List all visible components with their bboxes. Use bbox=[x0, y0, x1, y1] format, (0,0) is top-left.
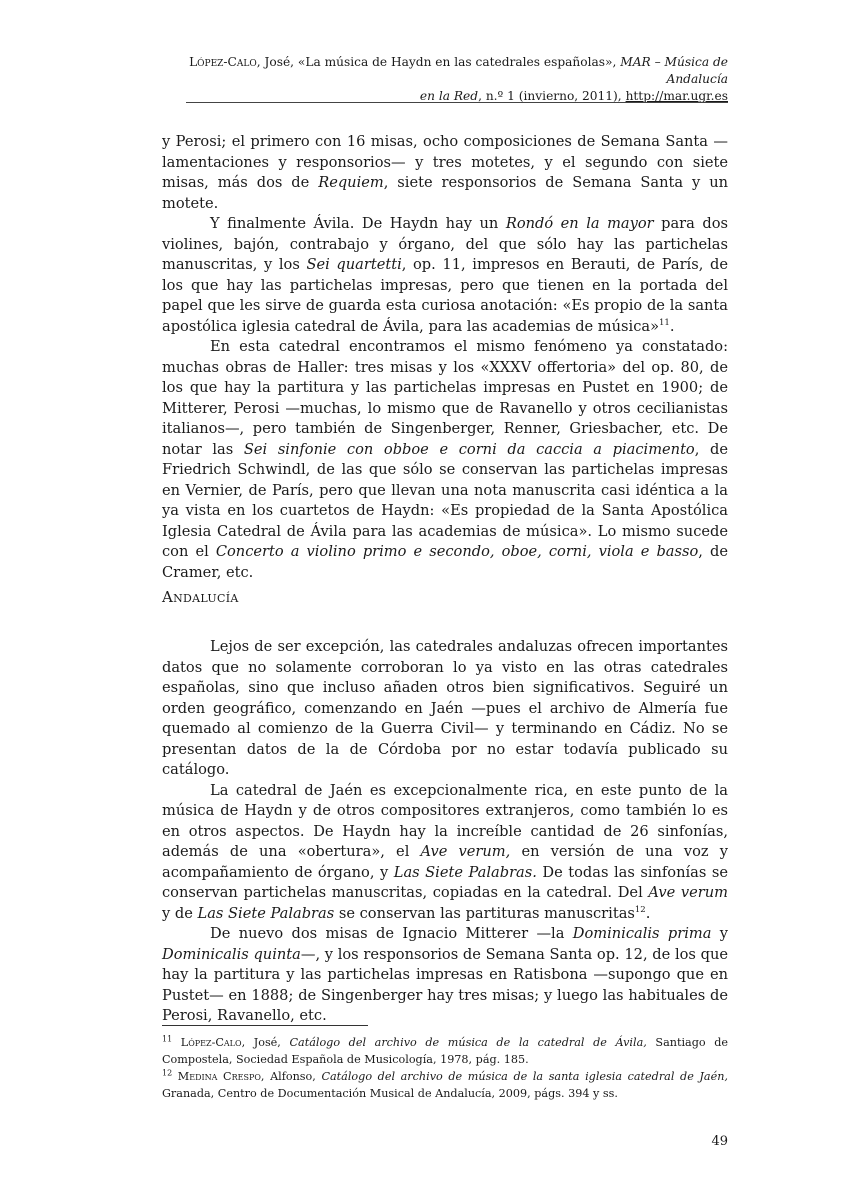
header-issue: , n.º 1 (invierno, 2011), bbox=[478, 89, 626, 103]
header-rule bbox=[186, 102, 728, 103]
header-journal-2: en la Red bbox=[419, 89, 479, 103]
paragraph: La catedral de Jaén es excepcionalmente rica, en este punto de la música de Haydn y de otros compositores extranjeros, como también lo es en otros aspectos. De Haydn hay la increíble cantidad de 26 sinfonías, además de una «obertura», el Ave verum, en versión de una voz y acompañamiento de órgano, y Las Siete Palabras. De todas las sinfonías se conservan partichelas manuscritas, copiadas en la catedral. Del Ave verum y de Las Siete Palabras se conservan las partituras manuscritas$^{12}$. bbox=[162, 781, 728, 922]
paragraph: Lejos de ser excepción, las catedrales andaluzas ofrecen importantes datos que no solamente corroboran lo ya visto en las otras catedrales españolas, sino que incluso añaden otros bien significativos. Seguiré un orden geográfico, comenzando en Jaén —pues el archivo de Almería fue quemado al comienzo de la Guerra Civil— y terminando en Cádiz. No se presentan datos de la de Córdoba por no estar todavía publicado su catálogo. bbox=[162, 638, 728, 778]
footnotes bbox=[162, 1034, 728, 1102]
header-url-link[interactable]: http://mar.ugr.es bbox=[625, 89, 728, 103]
footnote-11: $^{11}$ López-Calo, José, Catálogo del archivo de música de la catedral de Ávila, Santiago de Compostela, Sociedad Española de Musicología, 1978, pág. 185. bbox=[162, 1034, 728, 1066]
header-author: López-Calo bbox=[189, 55, 257, 69]
footnote-ref-12[interactable]: 12 bbox=[634, 904, 646, 915]
running-header bbox=[162, 54, 728, 105]
section-heading: Andalucía bbox=[162, 588, 239, 606]
header-journal: MAR – Música de Andalucía bbox=[620, 55, 728, 86]
body-text-section-2 bbox=[162, 637, 728, 1027]
page-number: 49 bbox=[711, 1134, 728, 1149]
footnote-rule bbox=[162, 1025, 368, 1026]
body-text-section-1 bbox=[162, 132, 728, 583]
paragraph: En esta catedral encontramos el mismo fenómeno ya constatado: muchas obras de Haller: tres misas y los «XXXV offertoria» del op. 80, de los que hay la partitura y las partichelas impresas en Pustet en 1900; de Mitterer, Perosi —muchas, lo mismo que de Ravanello y otros cecilianistas italianos—, pero también de Singenberger, Renner, Griesbacher, etc. De notar las Sei sinfonie con obboe e corni da caccia a piacimento, de Friedrich Schwindl, de las que sólo se conservan las partichelas impresas en Vernier, de París, pero que llevan una nota manuscrita casi idéntica a la ya vista en los cuartetos de Haydn: «Es propiedad de la Santa Apostólica Iglesia Catedral de Ávila para las academias de música». Lo mismo sucede con el Concerto a violino primo e secondo, oboe, corni, viola e basso, de Cramer, etc. bbox=[162, 338, 728, 581]
header-author-rest: , José, «La música de Haydn en las catedrales españolas», bbox=[256, 55, 621, 69]
footnote-12: $^{12}$ Medina Crespo, Alfonso, Catálogo del archivo de música de la santa iglesia catedral de Jaén, Granada, Centro de Documentación Musical de Andalucía, 2009, págs. 394 y ss. bbox=[162, 1068, 728, 1100]
paragraph: Y finalmente Ávila. De Haydn hay un Rondó en la mayor para dos violines, bajón, contrabajo y órgano, del que sólo hay las partichelas manuscritas, y los Sei quartetti, op. 11, impresos en Berauti, de París, de los que hay las partichelas impresas, pero que tienen en la portada del papel que les sirve de guarda esta curiosa anotación: «Es propio de la santa apostólica iglesia catedral de Ávila, para las academias de música»$^{11}$. bbox=[162, 215, 728, 335]
paragraph: De nuevo dos misas de Ignacio Mitterer —la Dominicalis prima y Dominicalis quinta—, y los responsorios de Semana Santa op. 12, de los que hay la partitura y las partichelas impresas en Ratisbona —supongo que en Pustet— en 1888; de Singenberger hay tres misas; y luego las habituales de Perosi, Ravanello, etc. bbox=[162, 925, 729, 1024]
footnote-ref-11[interactable]: 11 bbox=[659, 317, 670, 328]
paragraph: y Perosi; el primero con 16 misas, ocho composiciones de Semana Santa —lamentaciones y responsorios— y tres motetes, y el segundo con siete misas, más dos de Requiem, siete responsorios de Semana Santa y un motete. bbox=[162, 133, 728, 212]
